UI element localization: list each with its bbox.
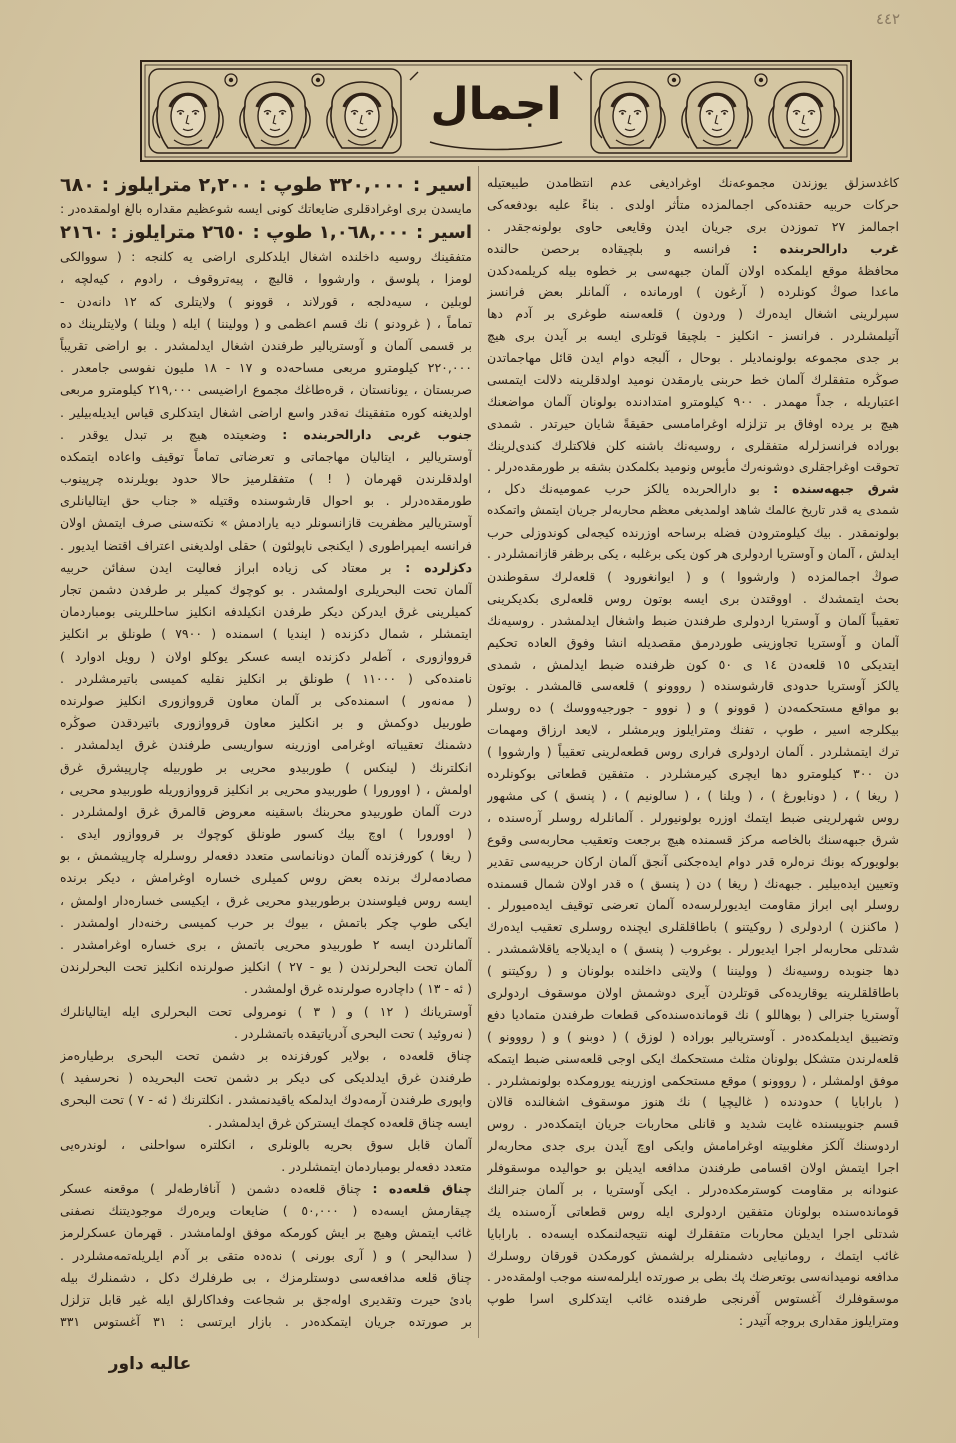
line-text: بادئ حيرت وتقديرى اوله‌جق بر شجاعت وفداكارلق ايله غير قابل تزلزل (60, 1292, 472, 1307)
article-line (487, 741, 899, 763)
article-line (60, 734, 472, 756)
line-text: ( نه‌روئيد ) تحت البحرى آدرياتيقده باتمشلردر . (233, 1025, 472, 1041)
article-line (487, 172, 899, 194)
face-ornament-icon (769, 82, 839, 148)
article-line (60, 978, 472, 1000)
article-line (60, 1067, 472, 1089)
article-line (487, 675, 899, 697)
line-text: قومانده‌سنده بولونان متفقين اردولرى ايله روس قطعاتى آره‌سنده يك (487, 1203, 899, 1219)
line-text: طورمقده‌درلر . بو احوال قارشوسنده وقتيله « جناب حق ايتاليانلرى (60, 493, 472, 509)
line-text: قسم جنوبيسنده غايت شديد و قانلى محاربات جريان ايتمكده‌در . روس (487, 1116, 899, 1132)
article-line (60, 490, 472, 512)
article-line (487, 216, 899, 238)
line-text: صوڭ اجمالمزده ( وارشووا ) و ( ايوانغورود ) قلعه‌لرك سقوطندن (487, 569, 899, 585)
line-text: صربستان ، يونانستان ، قره‌طاغك مجموع اراضيسى ٢١٩,٠٠٠ كيلومترو مربعى (60, 382, 472, 398)
left-column-lines (60, 246, 472, 1333)
article-line (60, 424, 472, 446)
article-line (487, 610, 899, 632)
article-line (487, 325, 899, 347)
article-line (487, 632, 899, 654)
line-text: بيكلرجه اسير ، طوپ ، تفنك ومترايلوز ويرمشلر ، لايعد ارزاق ومهمات (487, 722, 899, 738)
section-heading: دكزلرده : (405, 559, 472, 575)
line-text: شرق جبهه‌سنك بالخاصه مركز قسمنده هيچ برجعت وتعقيب محاربه‌سى وقوع (487, 831, 899, 847)
line-text: ايدلش ، آلمان و آوستريا اردولرى هر كون يكى برغلبه ، يكى برظفر قازانمشلردر . (487, 547, 899, 562)
line-text: نامنده‌كى ( ١١٠٠٠ ) طونلق بر انكليز نقليه كميسى باتيرمشلردر . (60, 670, 472, 686)
article-line (60, 757, 472, 779)
line-text: ماعدا صوڭ كونلرده ( آرغون ) اورمانده ، آلمانلر بعض فرانسز (487, 284, 899, 300)
article-line (487, 894, 899, 916)
article-line (487, 1004, 899, 1026)
article-line (487, 873, 899, 895)
line-text: چناق قلعه‌ده دشمن ( آنافارطه‌لر ) موقعنه عسكر (60, 1181, 362, 1197)
line-text: فرانسه و بلچيقاده برحصن حالنده (487, 240, 731, 256)
face-ornament-icon (153, 82, 223, 148)
line-text: آوستريالير ، ايتاليان مهاجماتى و تعرضاتى تماماً توقيف واعاده ايتمكده (60, 448, 472, 464)
line-text: ( ريغا ) ، ( دونابورغ ) ، ( ويلنا ) ، ( سالونيم ) ، ( پنسق ) كى مشهور (487, 787, 899, 803)
article-line (487, 938, 899, 960)
line-text: ( مه‌نه‌ور ) اسمنده‌كى بر آلمان معاون قرووازورى انكليز صولرنده (60, 692, 472, 708)
line-text: اولدقلرندن قهرمان ( ! ) متفقلرميز حالا حدود بويلرنده چرپينوب (60, 471, 472, 487)
article-line (60, 579, 472, 601)
article-line (60, 823, 472, 845)
casualty-summary-line: اسير : ١,٠٦٨,٠٠٠ طوپ : ٢٦٥٠ مترايلوز : ٢١٦٠ (60, 222, 472, 244)
article-line (487, 1091, 899, 1113)
line-text: چيقارمش ايسه‌ده ( ٥٠,٠٠٠ ) ضايعات ويره‌رك موجوديتنك نصفنى (60, 1203, 472, 1219)
line-text: چناق قلعه مدافعه‌سى دوستلرمزك ، بى طرفلرك دكل ، دشمنلرك بيله (60, 1269, 472, 1285)
line-text: انكلترنك ( لينكس ) طوربيدو محريى بر طوربيله چارپيشرق غرق (60, 759, 472, 775)
line-text: ( ماكنزن ) اردولرى ( روكيتنو ) باطاقلقلرى ايچنده روسلرى تعقيب ايده‌رك (487, 919, 899, 935)
article-line (487, 500, 899, 522)
article-line (60, 601, 472, 623)
line-text: ( بارابايا ) حدودنده ( غاليچيا ) نك هنوز موسقوف اشغالنده قالان (487, 1094, 899, 1110)
line-text: متفقينك روسيه داخلنده اشغال ايلدكلرى اراضى يه كلنجه : ( سووالكى (60, 249, 472, 265)
article-line (60, 379, 472, 401)
article-line (487, 1157, 899, 1179)
article-line (487, 435, 899, 457)
line-text: عنودانه بر مقاومت كوسترمكده‌درلر . ايكى آوستريا ، بر آلمان جنرالنك (487, 1181, 899, 1197)
line-text: ايسه چناق قلعه‌ده كچمك ايستركن غرق ايدلمشدر . (207, 1114, 472, 1130)
line-text: تعقيباً آلمان و آوستريا اردولرى طرفندن ضبط واشغال ايدلمشدر . روسيه‌نك (487, 612, 899, 628)
article-line (487, 960, 899, 982)
line-text: شدتلى اجرا ايديلن محاربات متفقلرك لهنه نتيجه‌لنمكده ايسه‌ده . بارابايا (487, 1225, 899, 1241)
line-text: اولمش ، ( اوورورا ) طوربيدو محريى بر انكليز قرووازوريله طوربيدو محريى ، (60, 781, 472, 797)
article-line (60, 468, 472, 490)
article-line (60, 712, 472, 734)
line-text: بولونمقدر . بيك كيلومترودن فضله برساحه اوزرنده كيجه‌لى كوندوزلى حرب (487, 525, 899, 541)
line-text: اردوسنك آلكز مغلوبيته اوغرامامش وايكى اوچ آيدن برى جدى محاربه‌لر (487, 1138, 899, 1154)
line-text: بولويوركه بونك نره‌لره قدر دوام ايده‌جكنى آنجق آلمان اركان حربيه‌سى تقدير (487, 853, 899, 869)
title-flourish (430, 142, 562, 150)
line-text: تحوقت اوغراجقلرى دوشونه‌رك مأيوس ونوميد بكلمكدن بشقه بر طورمقده‌درلر . (487, 459, 899, 474)
article-line (60, 1112, 472, 1134)
article-line (60, 779, 472, 801)
line-text: ترك ايتمشلردر . آلمان اردولرى فرارى روس قطعه‌لرينى تعقيباً ( وارشووا ) (487, 744, 899, 760)
line-text: فرانسه ايمپراطورى ( ايكنجى ناپولئون ) حقلى اولديغنى اعتراف اقتضا ايديور . (60, 537, 472, 553)
article-line (60, 246, 472, 268)
right-column (487, 172, 899, 1340)
article-line (60, 890, 472, 912)
article-line (60, 1311, 472, 1333)
article-line (487, 1201, 899, 1223)
article-line (60, 291, 472, 313)
article-line (487, 1113, 899, 1135)
line-text: يالكز آوستريا حدودى قارشوسنده ( رووونو ) قلعه‌سى قالمشدر . بوتون (487, 678, 899, 694)
face-ornament-icon (595, 82, 665, 148)
line-text: آوستريانك ( ١٢ ) و ( ٣ ) نومرولى تحت البحرلرى ايله ايتاليانلرك (60, 1003, 472, 1019)
line-text: وتعيين ايده‌بيلير . جبهه‌نك ( ريغا ) دن ( پنسق ) ه قدر اولان شمال قسمنده (487, 875, 899, 891)
line-text: شدتلى محاربه‌لر اجرا ايديورلر . بوغروب ( پنسق ) ه ايديلاجه ياقلاشمشدر . (487, 941, 899, 957)
article-line (60, 446, 472, 468)
article-line (60, 557, 472, 579)
article-line (487, 478, 899, 500)
line-text: كاغدسزلق يوزندن مجموعه‌نك اوغراديغى عدم انتظامدن طبيعتيله (487, 175, 899, 190)
column-divider (478, 166, 479, 1338)
page-title: اجمال (430, 79, 562, 130)
line-text: صوڭره متفقلرك آلمان خط حربنى يارمقدن نوميد اولدقلرينه دلالت ايتمسى (487, 372, 899, 388)
article-line (60, 1089, 472, 1111)
article-line (487, 654, 899, 676)
article-line (60, 668, 472, 690)
article-line (487, 1223, 899, 1245)
article-line (60, 1156, 472, 1178)
section-heading: جنوب غربى دارالحربنده : (282, 426, 472, 442)
article-line (487, 588, 899, 610)
line-text: لومزا ، پلوسق ، وارشووا ، قاليچ ، پيه‌تروقوف ، رادوم ، كيه‌لچه ، (60, 271, 472, 287)
article-line (487, 829, 899, 851)
article-line (60, 1178, 472, 1200)
article-line (60, 1045, 472, 1067)
line-text: اعتباريله ، جداً مهمدر . ٩٠٠ كيلومترو امتدادنده بولونان آلمان مواضعنك (487, 393, 899, 409)
article-line (487, 457, 899, 479)
section-heading: چناق قلعه‌ده : (372, 1181, 472, 1197)
article-line (60, 845, 472, 867)
face-ornament-icon (327, 82, 397, 148)
line-text: چناق قلعه‌ده ، بولاير كورفزنده بر دشمن تحت البحرى برطياره‌مز (60, 1047, 472, 1063)
article-line (60, 512, 472, 534)
line-text: محافظهٔ موقع ايلمكده اولان آلمان جبهه‌سى بر خطوه بيله كريلمه‌دكدن (487, 262, 899, 278)
article-line (60, 535, 472, 557)
article-line (487, 916, 899, 938)
article-line (487, 281, 899, 303)
section-heading: شرق جبهه‌سنده : (773, 481, 899, 497)
article-line (487, 413, 899, 435)
line-text: بو دارالحربده يالكز حرب عموميه‌نك دكل ، (487, 481, 760, 497)
line-text: بر جدى مجموعه بولونماديلر . بوحال ، آلبجه دوام ايدن قائل مهاجماتدن (487, 350, 899, 366)
line-text: موفق اولمشلر ، ( رووونو ) موقع مستحكمى اوزرينه يورومكده بولونمشلردر . (487, 1072, 899, 1088)
article-line (487, 347, 899, 369)
article-line (487, 369, 899, 391)
article-line (60, 1267, 472, 1289)
article-line (60, 1001, 472, 1023)
line-text: متعدد دفعه‌لر بومباردمان ايتمشلردر . (281, 1158, 472, 1174)
article-line (487, 238, 899, 260)
article-line (487, 1135, 899, 1157)
line-text: هيچ بر يرده اوفاق بر تزلزله اوغرامامسى حقيقةً شايان حيرتدر . شمدى (487, 415, 899, 431)
page-number: ٤٤٢ (875, 10, 901, 28)
article-line (60, 1289, 472, 1311)
line-text: غائب ايتمش وهيچ بر ايش كورمكه موفق اولمامشدر . قهرمان عسكرلرمز (60, 1225, 472, 1241)
article-line (487, 1267, 899, 1289)
line-text: ( ريغا ) كورفزنده آلمان دونانماسى متعدد دفعه‌لر روسلرله چارپيشمش ، بو (60, 848, 472, 864)
article-line (487, 763, 899, 785)
article-line (487, 566, 899, 588)
line-text: آلمان تحت البحرلرندن ( يو - ٢٧ ) انكليز صولرنده انكليز تحت البحرلرندن (60, 959, 472, 975)
section-banner (140, 60, 852, 162)
line-text: ايتمشلر ، شمال دكزنده ( اينديا ) اسمنده ( ٧٩٠٠ ) طونلق بر انكليز (60, 626, 472, 642)
article-line (487, 697, 899, 719)
line-text: طوربيل دوكمش و بر انكليز معاون قرووازورى باتيردقدن صوڭره (60, 715, 472, 731)
article-line (487, 719, 899, 741)
line-text: آتيلمشلردر . فرانسز - انكليز - بلچيقا قوتلرى ايسه بر آيدن برى هيچ (487, 328, 899, 344)
article-line (487, 851, 899, 873)
line-text: دشمنك تعقيباته اوغرامى اوزرينه سواريسى طرفندن غرق ايدلمشدر . (60, 737, 472, 753)
line-text: بو مواقع مستحكمه‌دن ( قوونو ) و ( نووو - جورجيه‌ووسك ) ده روسلر (487, 700, 899, 716)
article-line (60, 357, 472, 379)
article-line (60, 623, 472, 645)
casualty-summary-line: اسير : ٣٢٠,٠٠٠ طوپ : ٢,٢٠٠ مترايلوز : ٦٨٠ (60, 174, 472, 196)
article-line (60, 335, 472, 357)
line-text: غائب ايتمك ، رومانيايى دشمنلرله برلشمش كورمكدن قورقان روسلرك (487, 1247, 899, 1263)
article-line (487, 1048, 899, 1070)
line-text: اجمالمز ٢٧ تموزدن برى جريان ايدن وقايعى حاوى بولونه‌جقدر . (487, 218, 899, 234)
line-text: اجرا ايتمش اولان اقسامى طرفندن مدافعه ايديلن بو حواليده موسقوفلر (487, 1160, 899, 1176)
line-text: ٢٢٠,٠٠٠ كيلومترو مربعى مساحه‌ده و ١٧ - ١٨ مليون نفوسى جامعدر . (60, 360, 472, 376)
article-line (487, 1310, 899, 1332)
article-line (60, 1134, 472, 1156)
line-text: ومترايلوز مقدارى بروجه آتيدر : (738, 1313, 899, 1329)
article-line (60, 646, 472, 668)
line-text: آلمان تحت البحريلرى اولمشدر . بو كوچوك كميلر بر طرفدن دشمن تجار (60, 582, 472, 597)
article-line (60, 1023, 472, 1045)
left-column (60, 172, 472, 1340)
line-text: آلمان و آوستريا تجاوزينى طوردرمق مقصديله انشا وفوق العاده تحكيم (487, 634, 899, 650)
article-line (60, 801, 472, 823)
article-line (487, 1026, 899, 1048)
line-text: وضعيتده هيچ بر تبدل يوقدر . (60, 426, 267, 442)
line-text: ايتديكى ١٥ قلعه‌دن ١٤ ى ٥٠ كون ظرفنده ضبط ايدلمش ، شمدى (487, 656, 899, 672)
article-line (487, 391, 899, 413)
line-text: بر صورتده جريان ايتمكده‌در . بازار ايرتسى : ٣١ آغستوس ٣٣١ (60, 1314, 472, 1330)
article-line (60, 956, 472, 978)
line-text: تماماً ، ( غرودنو ) نك قسم اعظمى و ( ووليننا ) ايله ( ويلنا ) ولايتلرينك ده (60, 315, 472, 331)
line-text: آلمان قابل سوق بحريه بالونلرى ، انكلتره سواحلنى ، لوندره‌يى (60, 1136, 472, 1152)
line-text: دها جنوبده روسيه‌نك ( ووليننا ) ولايتى داخلنده بولونان و ( روكيتنو ) (487, 963, 899, 979)
line-text: دن ٣٠٠ كيلومترو دها ايچرى كيرمشلردر . متفقين قطعاتى بوكونلرده (487, 766, 899, 782)
article-line (60, 934, 472, 956)
line-text: روس شهرلرينى ضبط ايتمك اوزره بولونيورلر . آلمانلرله روسلر آره‌سنده ، (487, 809, 899, 825)
line-text: ايكى طوپ چكر باتمش ، بيوك بر حرب كميسى رخنه‌دار اولمشدر . (60, 914, 472, 930)
line-text: آوستريالير مظفريت قازانسونلر ديه يارادمش » نكته‌سنى صرف ايتمش اولان (60, 515, 472, 531)
line-text: آلمانلردن ايسه ٢ طوربيدو محريى باتمش ، برى خساره اوغرامشدر . (60, 937, 472, 952)
line-text: شمدى يه قدر تاريخ عالمك شاهد اولمديغى معظم محاربه‌لر جريان ايتمش واتمكده (487, 503, 899, 518)
line-text: وتضييق ايديلمكده‌در . آوستريالير بوراده ( لوزق ) ( دوبنو ) و ( رووونو ) (487, 1028, 899, 1044)
article-line (487, 260, 899, 282)
line-text: قرووازورى ، آطه‌لر دكزنده ايسه عسكر يوكلو اولان ( رويل ادوارد ) (60, 648, 472, 664)
article-line (487, 1288, 899, 1310)
line-text: ايسه روس فيلوسندن برطوربيدو محريى غرق ، ايكيسى خساره‌دار اولمش ، (60, 892, 472, 908)
line-text: طرفندن غرق ايدلديكى كى ديكر بر دشمن تحت البحريده ( نحرسفيد ) (60, 1070, 472, 1086)
line-text: مدافعه نوميدانه‌سى بوتعرضك پك بطى بر صورتده ايلرلمه‌سنه موجب اولمقده‌در . (487, 1269, 899, 1284)
article-line (60, 867, 472, 889)
article-line (60, 268, 472, 290)
article-line (487, 1245, 899, 1267)
line-text: ( سدالبحر ) و ( آرى بورنى ) نده‌ده متقى بر آدم ايلريله‌تمه‌مشلردر . (60, 1247, 472, 1263)
line-text: كميلرينى غرق ايدركن ديكر طرفدن انكيلدفه انكليز ساحللرينى بومباردمان (60, 604, 472, 620)
article-line (60, 1200, 472, 1222)
line-text: سپرلرينى اشغال ايده‌رك ( وردون ) قلعه‌سنه طوغرى بر آدم دها (487, 306, 899, 322)
line-text: ( ئه - ١٣ ) داچادره صولرنده غرق اولمشدر . (243, 981, 472, 997)
article-line (60, 1245, 472, 1267)
article-line (60, 690, 472, 712)
line-text: روسلر اپى ابراز مقاومت ايديورلرسه‌ده آلمان تعرضى توقيف ايده‌ميورلر . (487, 897, 899, 913)
author-signature: عاليه داور (108, 1354, 192, 1374)
line-text: باطاقلقلرينه يوقاريده‌كى قوتلردن آيرى دوشمش اولان موسقوف اردولرى (487, 984, 899, 1000)
face-ornament-icon (240, 82, 310, 148)
line-text: قلعه‌لرندن متشكل بولونان مثلث مستحكمك ايكى اوجى قلعه‌سنى ضبط ايتمكه (487, 1050, 899, 1066)
article-line (487, 807, 899, 829)
line-text: اولديغنه كوره متفقينك نه‌قدر واسع اراضى اشغال ايتدكلرى قياس ايديله‌بيلير . (60, 404, 472, 420)
article-line (60, 912, 472, 934)
line-text: بر معتاد كى زياده ابراز فعاليت ايدن سفائن حربيه (60, 559, 392, 575)
section-heading: غرب دارالحربنده : (752, 240, 899, 256)
article-line (487, 544, 899, 566)
article-line (487, 982, 899, 1004)
article-line (487, 194, 899, 216)
article-line (60, 402, 472, 424)
line-text: بحث ايتمشدك . اووقتدن برى ايسه بوتون روس قلعه‌لرى بكديكرينى (487, 590, 899, 606)
line-text: آوستريا جنرالى ( بوهاللو ) نك قومانده‌سنده‌كى قطعات طرفندن متماديا دفع (487, 1006, 899, 1022)
line-text: لوبلين ، سيه‌دلجه ، قورلاند ، قوونو ) ولايتلرى كه ١٢ دانه‌دن - (60, 293, 472, 309)
line-text: حركات حربيه حقنده‌كى اجمالمزده متأثر اولدى . بناءً عليه بودفعه‌كى (487, 196, 899, 212)
article-line (487, 1179, 899, 1201)
article-line (487, 522, 899, 544)
face-ornament-icon (682, 82, 752, 148)
article-line (60, 313, 472, 335)
line-text: درت آلمان طوربيدو محربنك باسقينه معروض قالمرق غرق اولمشلردر . (60, 803, 472, 819)
line-text: بوراده فرانسزلرله متفقلرى ، روسيه‌نك باشنه كلن فلاكتلرك كندى‌لرينك (487, 437, 899, 453)
line-text: موسقوفلرك آغستوس آفرنجى طرفنده غائب ايتدكلرى اسرا طوپ (487, 1291, 899, 1307)
article-line (487, 1070, 899, 1092)
summary-note: مايسدن برى اوغرادقلرى ضايعاتك كونى ايسه شوعظيم مقداره بالغ اولمقده‌در : (60, 201, 472, 216)
article-line (60, 1222, 472, 1244)
line-text: بر قسمى آلمان و آوستريالير طرفندن اشغال ايدلمشدر . بو اراضى تقريباً (60, 337, 472, 353)
article-line (487, 785, 899, 807)
line-text: مصادمه‌لرك برنده بعض روس كميلرى خساره اوغرامش ، ديكر برنده (60, 870, 472, 886)
line-text: ( اوورورا ) اوچ بيك كسور طونلق كوچوك بر قرووازور ايدى . (60, 826, 472, 842)
article-line (487, 303, 899, 325)
line-text: واپورى طرفندن آرمه‌دوك ايدلمكه ياقيدنمشدر . انكلترنك ( ئه - ٧ ) تحت البحرى (60, 1092, 472, 1108)
